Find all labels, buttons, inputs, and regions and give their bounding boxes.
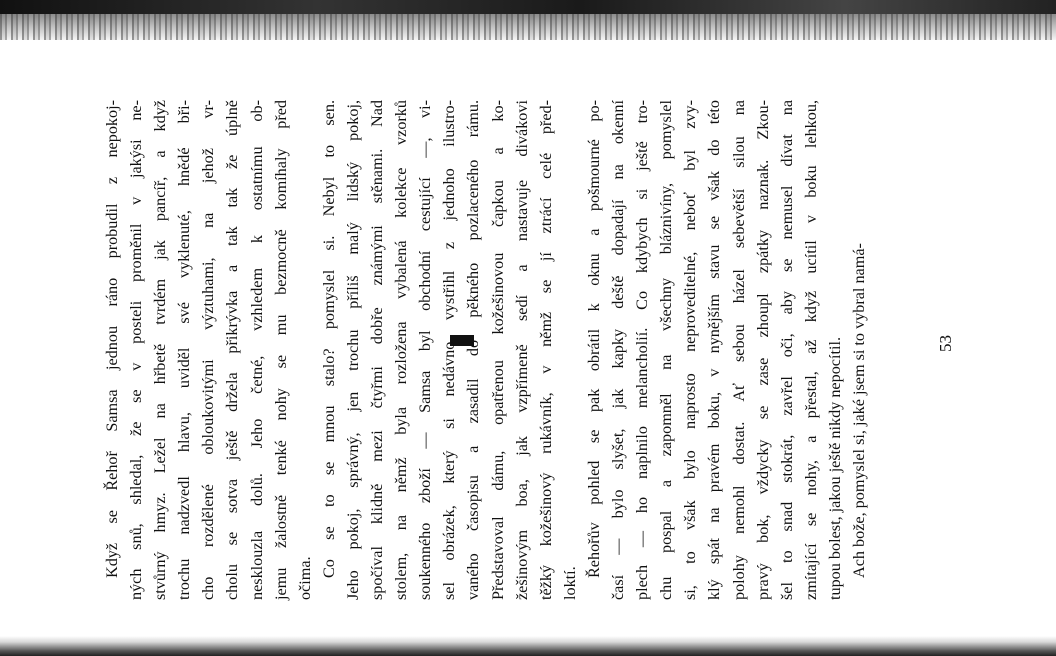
text-line: tupou bolest, jakou ještě nikdy nepocítil.	[825, 336, 844, 600]
paragraph	[582, 100, 847, 600]
text-line: ných snů, shledal, že se v posteli proměnil v jakýsi ne-	[127, 100, 146, 600]
text-line: zmítající se nohy, a přestal, až když ucítil v boku lehkou,	[801, 100, 820, 600]
paragraph	[317, 100, 582, 600]
text-line: pravý bok, vždycky se zase zhoupl zpátky naznak. Zkou-	[753, 100, 772, 600]
text-line: polohy nemohl dostat. Ať sebou házel sebevětší silou na	[729, 100, 748, 600]
text-line: trochu nadzvedl hlavu, uviděl své vyklenuté, hnědé bři-	[175, 100, 194, 600]
scan-binding-edge-top	[0, 0, 1056, 14]
text-line: nesklouzla dolů. Jeho četné, vzhledem k ostatnímu ob-	[247, 100, 266, 600]
text-line: loktí.	[560, 566, 579, 600]
text-line: šel to snad stokrát, zavřel oči, aby se nemusel dívat na	[777, 100, 796, 600]
text-line: vaného časopisu a zasadil do pěkného pozlaceného rámu.	[464, 100, 483, 600]
text-line: chu pospal a zapomněl na všechny bláznivíny, pomyslel	[657, 100, 676, 600]
text-line: cho rozdělené obloukovitými výztuhami, na jehož vr-	[199, 100, 218, 600]
text-line: Ach bože, pomyslel si, jaké jsem si to vybral namá-	[850, 243, 869, 578]
text-line: Když se Řehoř Samsa jednou ráno probudil z nepokoj-	[103, 100, 121, 578]
text-line: stvůrný hmyz. Ležel na hřbetě tvrdém jak pancíř, a když	[151, 100, 170, 600]
text-line: soukenného zboží — Samsa byl obchodní cestující —, vi-	[416, 100, 435, 600]
text-line: si, to však bylo naprosto neproveditelné, neboť byl zvy-	[681, 100, 700, 600]
text-line: stolem, na němž byla rozložena vybalená kolekce vzorků	[392, 100, 411, 600]
text-line: očima.	[295, 556, 314, 600]
text-line: těžký kožešinový rukávník, v němž se jí ztrácí celé před-	[536, 100, 555, 600]
text-line: Řehořův pohled se pak obrátil k oknu a pošmourné po-	[585, 100, 603, 578]
text-line: cholu se sotva ještě držela přikrývka a tak tak že úplně	[223, 100, 242, 600]
rotated-book-page	[100, 80, 955, 600]
text-line: Představoval dámu, opatřenou kožešinovou čapkou a ko-	[488, 100, 507, 600]
text-line: žešinovým boa, jak vzpřímeně sedí a nastavuje divákovi	[512, 100, 531, 600]
text-line: plech — ho naplnilo melancholií. Co kdybych si ještě tro-	[633, 100, 652, 600]
text-line: klý spát na pravém boku, v nynějším stavu se však do této	[705, 100, 724, 600]
paragraph	[100, 100, 317, 600]
paragraph	[847, 100, 871, 600]
text-line: sel obrázek, který si nedávno vystřihl z jednoho ilustro-	[440, 100, 459, 600]
text-line: Jeho pokoj, správný, jen trochu příliš malý lidský pokoj,	[343, 100, 362, 600]
text-line: Co se to se mnou stalo? pomyslel si. Nebyl to sen.	[319, 100, 338, 578]
text-line: časí — bylo slyšet, jak kapky deště dopadají na okenní	[609, 100, 628, 600]
page-number: 53	[936, 335, 955, 352]
scan-page-edge-bottom	[0, 636, 1056, 656]
text-line: jemu žalostně tenké nohy se mu bezmocně komíhaly před	[271, 100, 290, 600]
text-line: spočíval klidně mezi čtyřmi dobře známými stěnami. Nad	[368, 100, 387, 600]
